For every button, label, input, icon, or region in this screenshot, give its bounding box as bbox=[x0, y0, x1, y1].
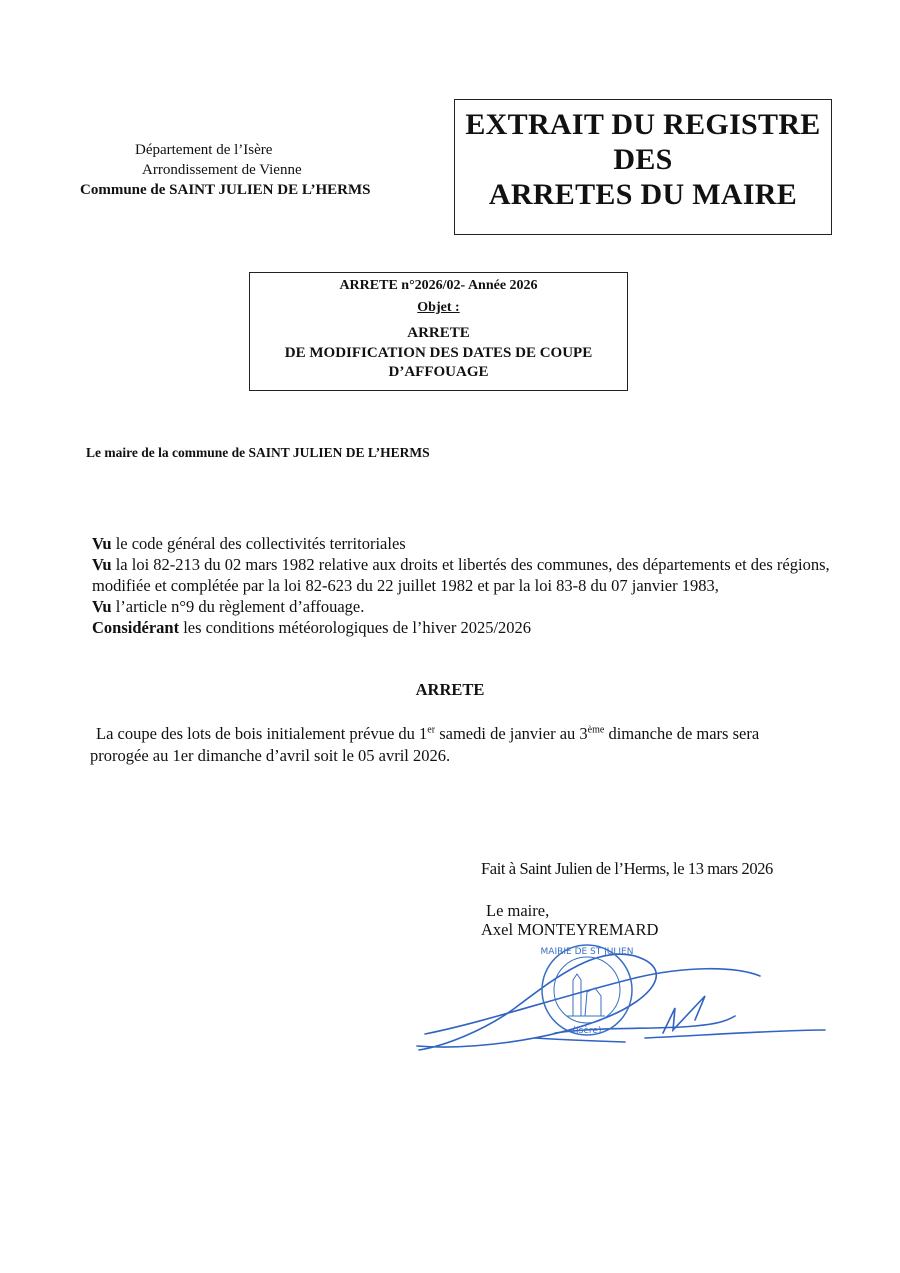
visa-item bbox=[92, 596, 832, 617]
stamp-church-drawing bbox=[567, 974, 605, 1016]
register-title-line1: EXTRAIT DU REGISTRE bbox=[465, 108, 821, 141]
maire-line: Le maire de la commune de SAINT JULIEN DE L’HERMS bbox=[86, 445, 430, 460]
visas-block bbox=[92, 533, 832, 638]
signature-area bbox=[405, 938, 835, 1068]
visa-item bbox=[92, 554, 832, 596]
visa-text: les conditions météorologiques de l’hiver 2025/2026 bbox=[179, 618, 532, 637]
stamp-bottom-text: (Isère) bbox=[572, 1026, 602, 1036]
register-title-line3: ARRETES DU MAIRE bbox=[488, 178, 798, 211]
signature-drawing bbox=[405, 938, 835, 1063]
arrete-title-1: ARRETE bbox=[407, 325, 470, 341]
visa-lead: Vu bbox=[92, 597, 112, 616]
objet-colon: : bbox=[451, 300, 460, 315]
register-title-box bbox=[454, 99, 832, 235]
visa-lead: Vu bbox=[92, 534, 112, 553]
decision-text-2: samedi de janvier au 3 bbox=[435, 724, 588, 743]
register-title-line2: DES bbox=[613, 143, 673, 176]
signer-name: Axel MONTEYREMARD bbox=[481, 920, 659, 939]
arrete-number: ARRETE n°2026/02- Année 2026 bbox=[339, 278, 538, 293]
departement-text: Département de l’Isère bbox=[135, 142, 273, 158]
decision-paragraph bbox=[90, 723, 810, 767]
visa-lead: Considérant bbox=[92, 618, 180, 637]
arrete-title-3: D’AFFOUAGE bbox=[388, 364, 489, 380]
visa-item bbox=[92, 617, 832, 638]
objet-label bbox=[250, 299, 627, 317]
header-commune-block bbox=[60, 140, 420, 200]
objet-label-text: Objet bbox=[417, 300, 452, 315]
decision-text-1: La coupe des lots de bois initialement prévue du 1 bbox=[96, 724, 428, 743]
decision-text-3: dimanche de mars sera prorogée au 1er dimanche d’avril soit le 05 avril 2026. bbox=[90, 724, 760, 765]
visa-text: la loi 82-213 du 02 mars 1982 relative aux droits et libertés des communes, des départements et des régions, modifiée et complétée par la loi 82-623 du 22 juillet 1982 et par la loi 83-8 du 07 janvier 1983, bbox=[92, 555, 830, 595]
signer-title: Le maire, bbox=[486, 901, 550, 920]
arrete-heading: ARRETE bbox=[415, 680, 485, 699]
visa-text: le code général des collectivités territoriales bbox=[111, 534, 406, 553]
visa-item bbox=[92, 533, 832, 554]
decision-sup-2: ème bbox=[587, 724, 605, 736]
visa-text: l’article n°9 du règlement d’affouage. bbox=[111, 597, 365, 616]
decision-sup-1: er bbox=[427, 724, 436, 736]
stamp-top-text: MAIRIE DE ST JULIEN bbox=[540, 947, 634, 957]
fait-a-line: Fait à Saint Julien de l’Herms, le 13 mars 2026 bbox=[481, 859, 773, 878]
commune-text: Commune de SAINT JULIEN DE L’HERMS bbox=[80, 182, 371, 198]
arrete-info-box bbox=[249, 272, 628, 391]
visa-lead: Vu bbox=[92, 555, 112, 574]
arrondissement-text: Arrondissement de Vienne bbox=[142, 162, 302, 178]
arrete-title-2: DE MODIFICATION DES DATES DE COUPE bbox=[284, 345, 593, 361]
